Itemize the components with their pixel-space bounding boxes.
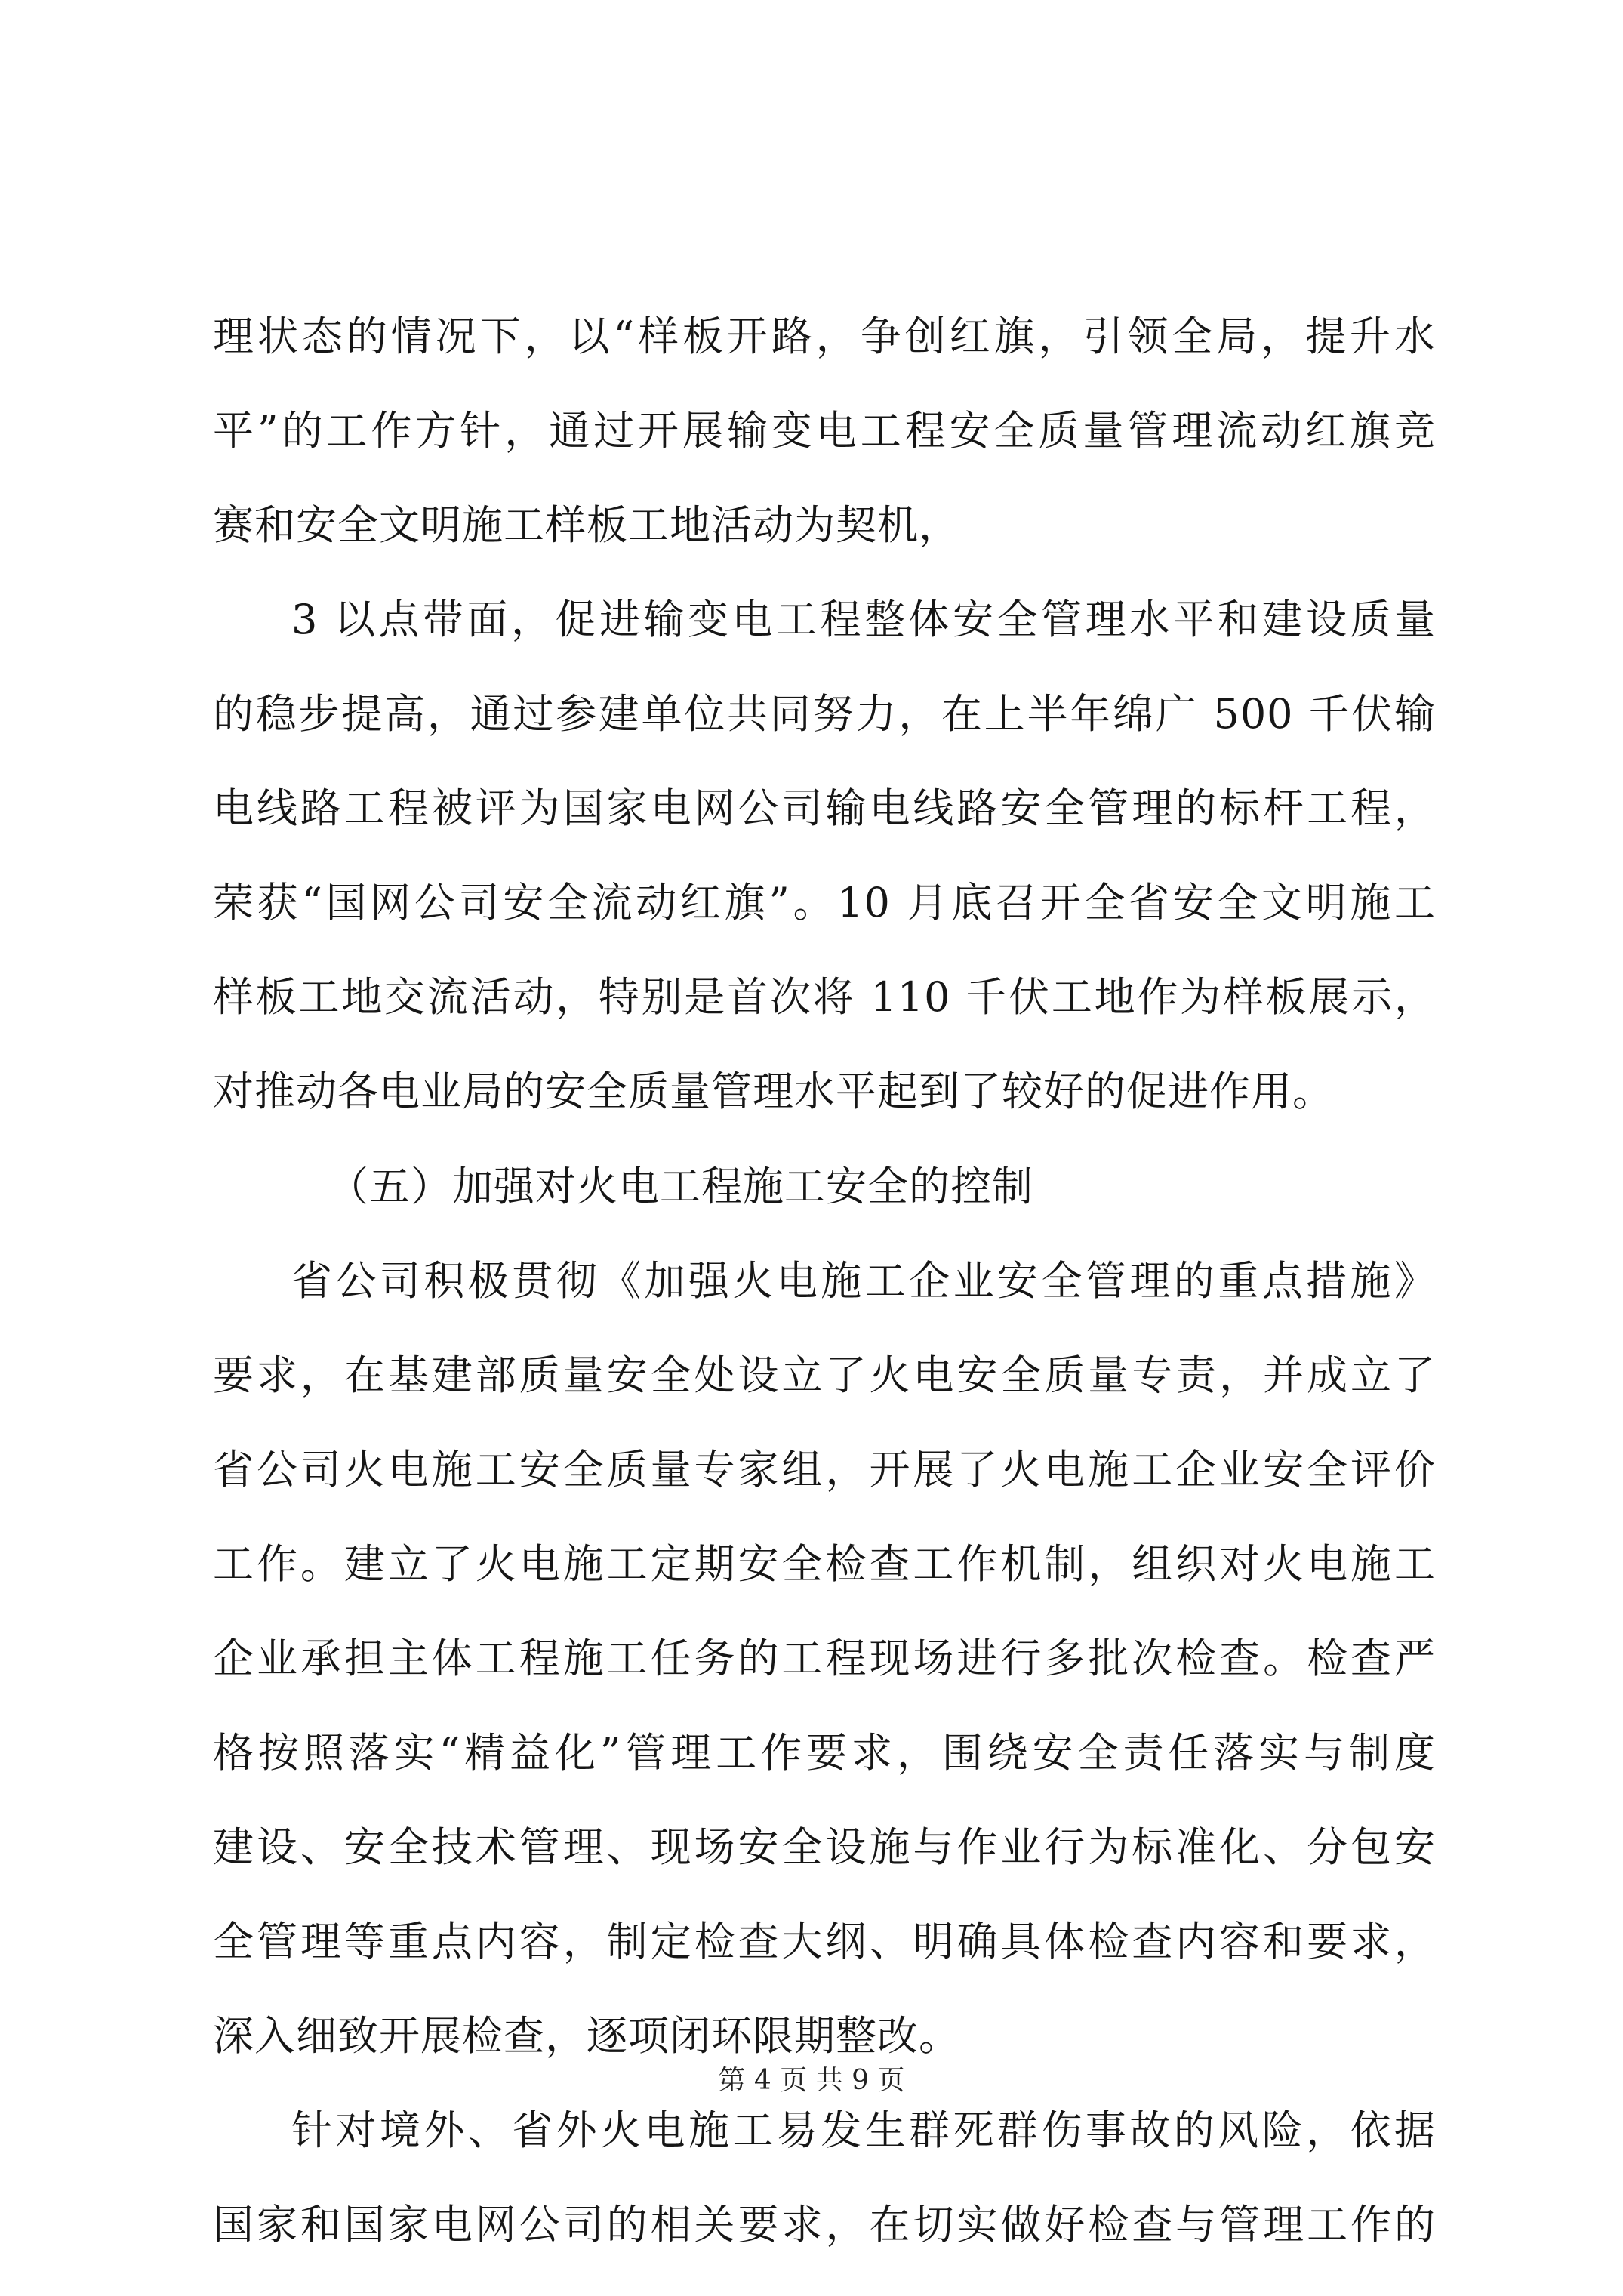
text-line: 荣获“国网公司安全流动红旗”。10 月底召开全省安全文明施工 [213,879,1436,926]
text-line: 对推动各电业局的安全质量管理水平起到了较好的促进作用。 [213,1068,1334,1115]
page-number-footer: 第 4 页 共 9 页 [718,2065,905,2096]
text-line: 全管理等重点内容，制定检查大纲、明确具体检查内容和要求， [213,1918,1436,1965]
paragraph-first-line: 省公司积极贯彻《加强火电施工企业安全管理的重点措施》 [291,1257,1436,1305]
text-line: 赛和安全文明施工样板工地活动为契机， [213,501,960,549]
section-heading: （五）加强对火电工程施工安全的控制 [328,1163,1033,1210]
paragraph-first-line: 3 以点带面，促进输变电工程整体安全管理水平和建设质量 [291,596,1436,643]
text-line: 电线路工程被评为国家电网公司输电线路安全管理的标杆工程， [213,784,1436,832]
text-line: 格按照落实“精益化”管理工作要求，围绕安全责任落实与制度 [213,1729,1436,1777]
text-line: 要求，在基建部质量安全处设立了火电安全质量专责，并成立了 [213,1351,1436,1399]
text-line: 省公司火电施工安全质量专家组，开展了火电施工企业安全评价 [213,1446,1436,1493]
text-line: 深入细致开展检查，逐项闭环限期整改。 [213,2012,960,2060]
text-line: 样板工地交流活动，特别是首次将 110 千伏工地作为样板展示， [213,973,1436,1021]
text-line: 的稳步提高，通过参建单位共同努力，在上半年绵广 500 千伏输 [213,690,1436,738]
paragraph-first-line: 针对境外、省外火电施工易发生群死群伤事故的风险，依据 [291,2106,1436,2154]
text-line: 国家和国家电网公司的相关要求，在切实做好检查与管理工作的 [213,2201,1436,2248]
text-line: 企业承担主体工程施工任务的工程现场进行多批次检查。检查严 [213,1635,1436,1682]
text-line: 建设、安全技术管理、现场安全设施与作业行为标准化、分包安 [213,1823,1436,1871]
text-line: 工作。建立了火电施工定期安全检查工作机制，组织对火电施工 [213,1540,1436,1588]
text-line: 理状态的情况下，以“样板开路，争创红旗，引领全局，提升水 [213,313,1436,360]
text-line: 平”的工作方针，通过开展输变电工程安全质量管理流动红旗竞 [213,407,1436,455]
